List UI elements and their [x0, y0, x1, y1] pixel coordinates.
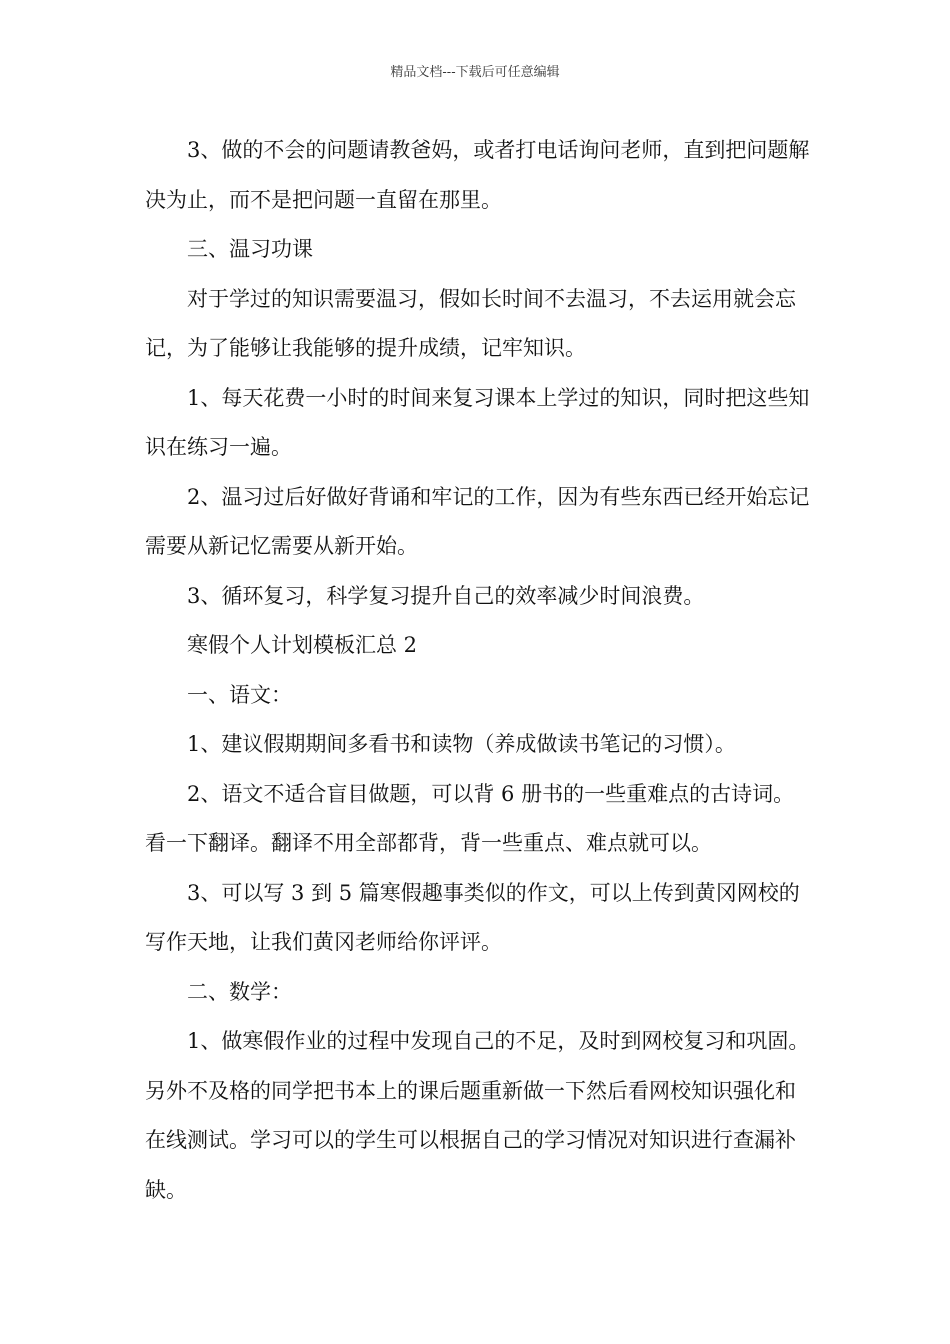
- paragraph-review-item-2: 2、温习过后好做好背诵和牢记的工作，因为有些东西已经开始忘记需要从新记忆需要从新开始。: [145, 484, 810, 558]
- paragraph-review-intro: 对于学过的知识需要温习，假如长时间不去温习，不去运用就会忘记，为了能够让我能够的提升成绩，记牢知识。: [145, 286, 796, 360]
- section-heading-chinese: 一、语文：: [187, 682, 292, 707]
- paragraph-item-3-ask-parents: 3、做的不会的问题请教爸妈，或者打电话询问老师，直到把问题解决为止，而不是把问题一直留在那里。: [145, 138, 810, 212]
- paragraph-review-item-3: 3、循环复习，科学复习提升自己的效率减少时间浪费。: [187, 583, 705, 608]
- section-heading-review: 三、温习功课: [187, 237, 313, 261]
- paragraph-review-item-1: 1、每天花费一小时的时间来复习课本上学过的知识，同时把这些知识在练习一遍。: [145, 385, 810, 459]
- paragraph-math-item-1: 1、做寒假作业的过程中发现自己的不足，及时到网校复习和巩固。另外不及格的同学把书本上的课后题重新做一下然后看网校知识强化和在线测试。学习可以的学生可以根据自己的学习情况对知识进行查漏补缺。: [145, 1029, 810, 1202]
- section-heading-math: 二、数学：: [187, 979, 292, 1004]
- paragraph-chinese-item-3: 3、可以写 3 到 5 篇寒假趣事类似的作文，可以上传到黄冈网校的写作天地，让我们黄冈老师给你评评。: [145, 880, 800, 954]
- paragraph-chinese-item-1: 1、建议假期期间多看书和读物（养成做读书笔记的习惯）。: [187, 732, 736, 756]
- paragraph-chinese-item-2: 2、语文不适合盲目做题，可以背 6 册书的一些重难点的古诗词。看一下翻译。翻译不用全部都背，背一些重点、难点就可以。: [145, 781, 795, 855]
- document-body: [145, 126, 810, 1215]
- section-title-plan-2: 寒假个人计划模板汇总 2: [187, 633, 418, 657]
- page-header: 精品文档---下载后可任意编辑: [390, 65, 560, 80]
